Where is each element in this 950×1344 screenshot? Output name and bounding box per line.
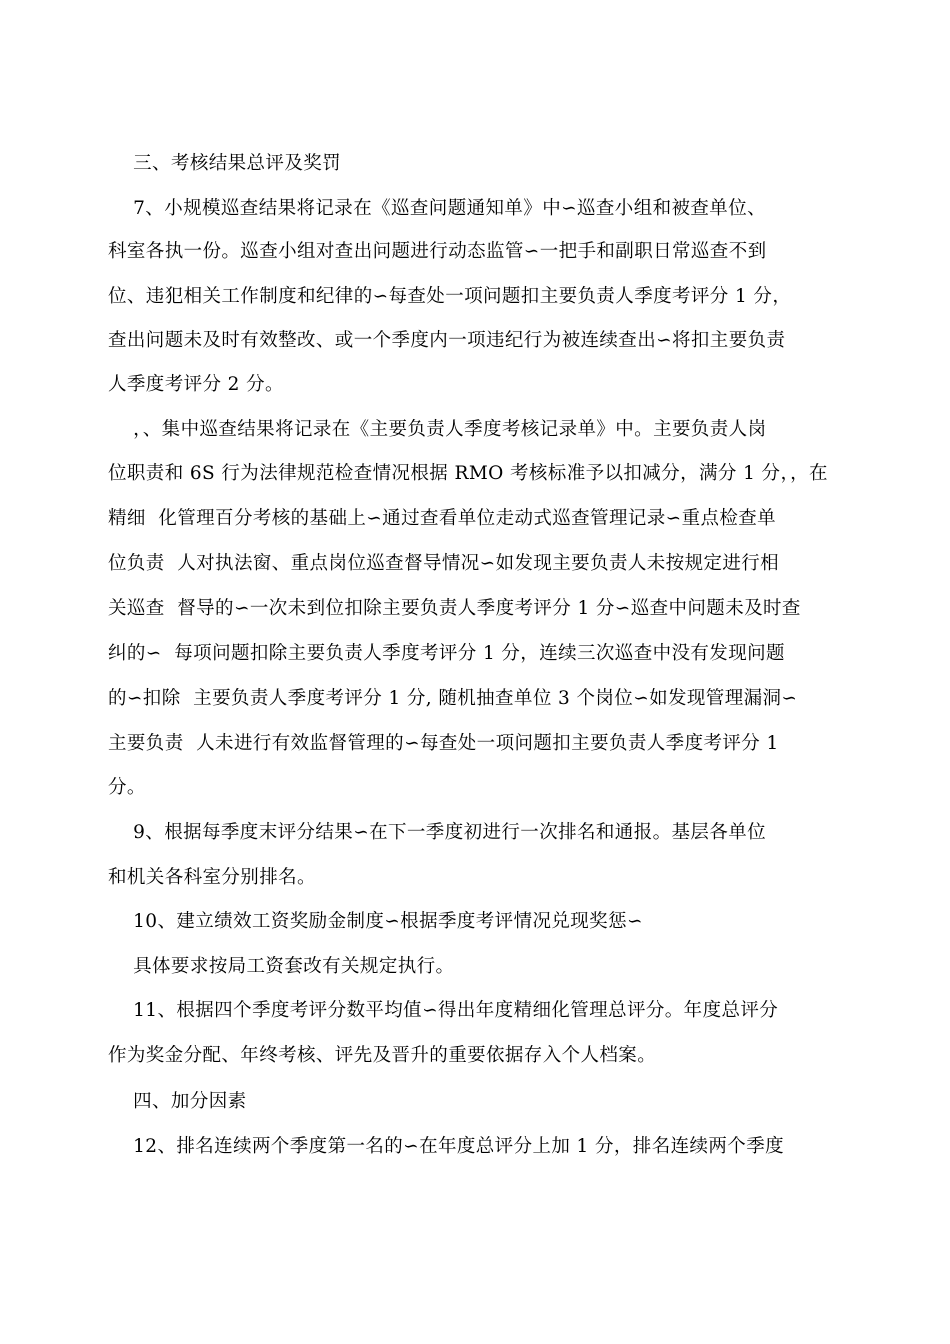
paragraph-line: 关巡查 督导的∽一次未到位扣除主要负责人季度考评分 1 分∽巡查中问题未及时查 [108,598,801,619]
paragraph-line: 10、建立绩效工资奖励金制度∽根据季度考评情况兑现奖惩∽ [108,911,643,932]
paragraph-line: 纠的∽ 每项问题扣除主要负责人季度考评分 1 分，连续三次巡查中没有发现问题 [108,643,785,664]
paragraph-line: 主要负责 人未进行有效监督管理的∽每查处一项问题扣主要负责人季度考评分 1 [108,733,779,754]
paragraph-line: 7、小规模巡查结果将记录在《巡查问题通知单》中∽巡查小组和被查单位、 [108,198,766,219]
paragraph-line: 9、根据每季度末评分结果∽在下一季度初进行一次排名和通报。基层各单位 [108,822,766,843]
paragraph-line: 位负责 人对执法窗、重点岗位巡查督导情况∽如发现主要负责人未按规定进行相 [108,553,780,574]
paragraph-line: 具体要求按局工资套改有关规定执行。 [108,956,455,977]
paragraph-line: 和机关各科室分别排名。 [108,867,316,888]
paragraph-line: 的∽扣除 主要负责人季度考评分 1 分, 随机抽查单位 3 个岗位∽如发现管理漏洞∽ [108,688,798,709]
paragraph-line: 11、根据四个季度考评分数平均值∽得出年度精细化管理总评分。年度总评分 [108,1000,779,1021]
paragraph-line: ，、集中巡查结果将记录在《主要负责人季度考核记录单》中。主要负责人岗 [108,419,767,440]
paragraph-line: 分。 [108,777,146,798]
paragraph-line: 作为奖金分配、年终考核、评先及晋升的重要依据存入个人档案。 [108,1045,657,1066]
paragraph-line: 人季度考评分 2 分。 [108,374,284,395]
section-heading-4: 四、加分因素 [108,1091,247,1112]
paragraph-line: 位、违犯相关工作制度和纪律的∽每查处一项问题扣主要负责人季度考评分 1 分， [108,286,792,307]
paragraph-line: 精细 化管理百分考核的基础上∽通过查看单位走动式巡查管理记录∽重点检查单 [108,508,777,529]
paragraph-line: 查出问题未及时有效整改、或一个季度内一项违纪行为被连续查出∽将扣主要负责 [108,330,786,351]
section-heading-3: 三、考核结果总评及奖罚 [108,153,342,174]
paragraph-line: 位职责和 6S 行为法律规范检查情况根据 RMO 考核标准予以扣减分，满分 1 分，，在 [108,463,828,484]
paragraph-line: 12、排名连续两个季度第一名的∽在年度总评分上加 1 分，排名连续两个季度 [108,1136,784,1157]
paragraph-line: 科室各执一份。巡查小组对查出问题进行动态监管∽一把手和副职日常巡查不到 [108,241,767,262]
